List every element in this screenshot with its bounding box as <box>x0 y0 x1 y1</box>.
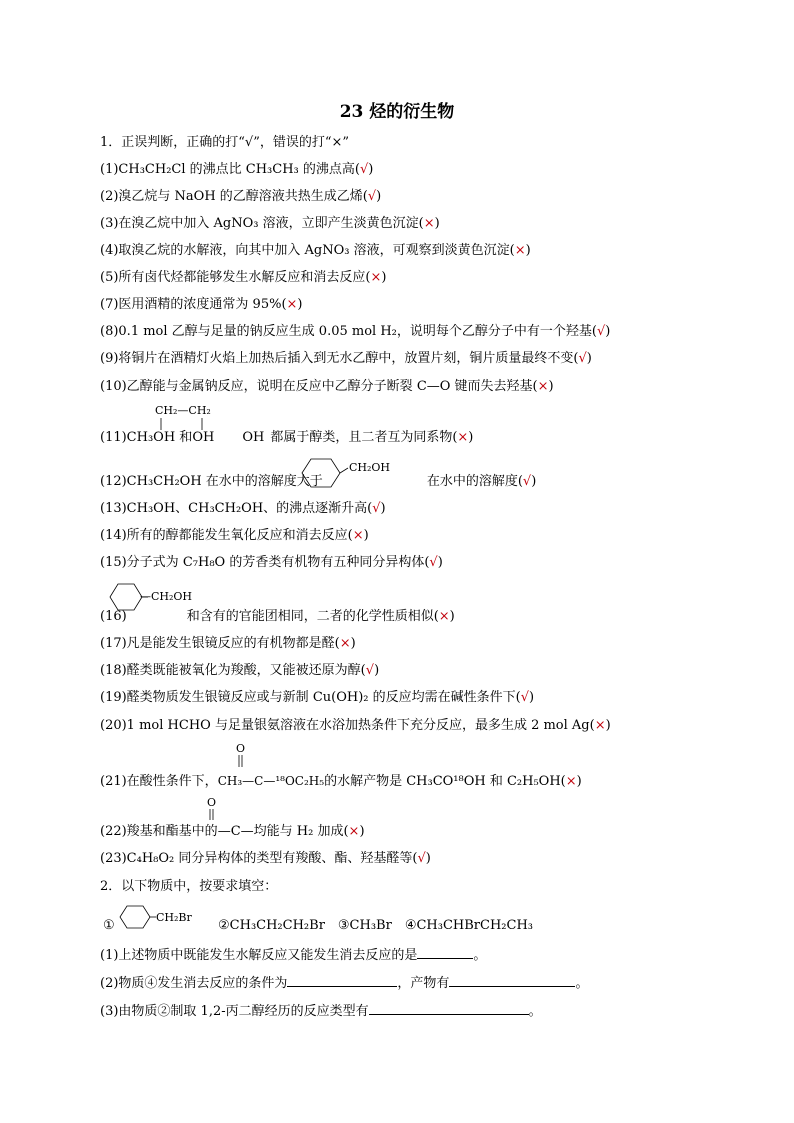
benzyl-bromide-structure <box>116 902 206 932</box>
item-close: ) <box>376 189 382 204</box>
item-text-2: 都属于醇类，且二者互为同系物( <box>270 430 458 445</box>
q1-item-1 <box>100 162 373 178</box>
q2-substances: ②CH₃CH₂CH₂Br ③CH₃Br ④CH₃CHBrCH₂CH₃ <box>218 918 534 933</box>
q1-item-18 <box>100 663 379 679</box>
item-text: (15)分子式为 C₇H₈O 的芳香类有机物有五种同分异构体( <box>100 555 430 570</box>
ester-formula: CH₃—C—¹⁸OC₂H₅ <box>217 774 325 788</box>
item-mid: ，产物有 <box>397 976 450 991</box>
item-text: (23)C₄H₈O₂ 同分异构体的类型有羧酸、酯、羟基醛等( <box>100 851 418 866</box>
item-text: (2)物质④发生消去反应的条件为 <box>100 976 288 991</box>
answer-mark: × <box>565 774 577 789</box>
item-text: (9)将铜片在酒精灯火焰上加热后插入到无水乙醇中，放置片刻，铜片质量最终不变( <box>100 351 579 366</box>
answer-mark: × <box>438 609 450 624</box>
q1-item-17 <box>100 636 356 652</box>
item-text-2: 在水中的溶解度( <box>426 474 523 489</box>
q1-item-4 <box>100 243 531 259</box>
question-2-heading: 2．以下物质中，按要求填空： <box>100 879 278 894</box>
item-end: 。 <box>473 948 487 963</box>
ester-carbonyl-o: O <box>236 742 246 755</box>
item-close: ) <box>363 528 369 543</box>
item-close: ) <box>425 851 431 866</box>
glycol-top-text: CH₂—CH₂ <box>155 404 211 417</box>
question-1-heading: 1．正误判断，正确的打“√”，错误的打“×” <box>100 135 350 150</box>
benzyl-oh-text: CH₂OH <box>349 461 391 474</box>
item-text: (11)CH₃OH 和 <box>100 430 193 445</box>
item-text-2: 均能与 H₂ 加成( <box>253 824 349 839</box>
answer-mark: √ <box>429 555 438 570</box>
q1-item-2 <box>100 189 381 205</box>
answer-blank-1[interactable] <box>287 974 397 987</box>
item-close: ) <box>468 430 474 445</box>
q1-item-21 <box>100 773 582 790</box>
item-close: ) <box>529 690 535 705</box>
q1-item-15 <box>100 555 443 571</box>
answer-mark: √ <box>372 501 381 516</box>
item-text: (14)所有的醇都能发生氧化反应和消去反应( <box>100 528 353 543</box>
q2-item-3 <box>100 1002 542 1020</box>
answer-mark: √ <box>417 851 426 866</box>
q1-item-16 <box>100 609 455 625</box>
q1-item-19 <box>100 690 534 706</box>
item-text: (21)在酸性条件下， <box>100 774 218 789</box>
page-title: 23 烃的衍生物 <box>339 102 455 122</box>
item-close: ) <box>359 824 365 839</box>
benzyl-oh-text: —CH₂OH <box>140 590 193 603</box>
item-text: (2)溴乙烷与 NaOH 的乙醇溶液共热生成乙烯( <box>100 189 368 204</box>
carbonyl-c: —C— <box>217 824 254 839</box>
benzene-ring <box>110 584 142 610</box>
answer-mark: × <box>348 824 360 839</box>
answer-mark: × <box>352 528 364 543</box>
answer-mark: √ <box>365 663 375 678</box>
q1-item-9 <box>100 351 592 367</box>
item-close: ) <box>605 718 611 733</box>
answer-blank-2[interactable] <box>449 974 575 987</box>
benzene-ring <box>120 906 150 928</box>
item-text: (3)由物质②制取 1,2-丙二醇经历的反应类型有 <box>100 1004 369 1019</box>
item-close: ) <box>350 636 356 651</box>
answer-mark: √ <box>578 351 587 366</box>
q1-item-23 <box>100 851 431 867</box>
item-text: (1)上述物质中既能发生水解反应又能发生消去反应的是 <box>100 948 418 963</box>
item-close: ) <box>381 270 387 285</box>
q1-item-8 <box>100 324 610 340</box>
answer-mark: × <box>514 243 526 258</box>
answer-mark: × <box>370 270 382 285</box>
item-close: ) <box>374 663 380 678</box>
answer-mark: × <box>423 216 435 231</box>
item-text: (5)所有卤代烃都能够发生水解反应和消去反应( <box>100 270 371 285</box>
item-close: ) <box>368 162 374 177</box>
benzyl-alcohol-structure-1 <box>294 456 404 490</box>
item-text: (4)取溴乙烷的水解液，向其中加入 AgNO₃ 溶液，可观察到淡黄色沉淀( <box>100 243 515 258</box>
item-text: (8)0.1 mol 乙醇与足量的钠反应生成 0.05 mol H₂，说明每个乙醇分子中有一个羟基( <box>100 324 597 339</box>
item-close: ) <box>586 351 592 366</box>
item-text-2: 的水解产物是 CH₃CO¹⁸OH 和 C₂H₅OH( <box>324 774 566 789</box>
item-text: (17)凡是能发生银镜反应的有机物都是醛( <box>100 636 340 651</box>
q1-item-10 <box>100 379 554 395</box>
item-close: ) <box>297 297 303 312</box>
item-text: (19)醛类物质发生银镜反应或与新制 Cu(OH)₂ 的反应均需在碱性条件下( <box>100 690 521 705</box>
answer-blank[interactable] <box>417 946 473 959</box>
item-text: (18)醛类既能被氧化为羧酸，又能被还原为醇( <box>100 663 366 678</box>
item-text: (13)CH₃OH、CH₃CH₂OH、的沸点逐渐升高( <box>100 501 373 516</box>
glycol-oh-2: OH <box>242 430 265 445</box>
q1-item-11 <box>100 430 473 446</box>
item-text: (16) <box>100 609 127 624</box>
item-text: (10)乙醇能与金属钠反应，说明在反应中乙醇分子断裂 C—O 键而失去羟基( <box>100 379 538 394</box>
item-close: ) <box>449 609 455 624</box>
item-text: (22)羧基和酯基中的 <box>100 824 218 839</box>
item-close: ) <box>434 216 440 231</box>
answer-mark: × <box>594 718 606 733</box>
bond <box>340 468 348 473</box>
answer-mark: √ <box>359 162 369 177</box>
q1-item-14 <box>100 528 369 544</box>
q2-item-2 <box>100 974 588 992</box>
q1-item-7 <box>100 297 303 313</box>
q1-item-22 <box>100 824 365 840</box>
benzene-ring <box>302 459 340 487</box>
item-close: ) <box>437 555 443 570</box>
q1-item-3 <box>100 216 440 232</box>
answer-mark: × <box>286 297 298 312</box>
q1-item-13 <box>100 501 386 517</box>
q2-item-1 <box>100 946 486 964</box>
answer-mark: × <box>339 636 351 651</box>
benzyl-br-text: CH₂Br <box>156 911 192 924</box>
item-text: (3)在溴乙烷中加入 AgNO₃ 溶液，立即产生淡黄色沉淀( <box>100 216 424 231</box>
q1-item-20 <box>100 718 611 734</box>
item-close: ) <box>531 474 537 489</box>
answer-mark: √ <box>522 474 532 489</box>
item-end: 。 <box>575 976 589 991</box>
item-text: (7)医用酒精的浓度通常为 95%( <box>100 297 287 312</box>
answer-mark: √ <box>367 189 377 204</box>
item-end: 。 <box>528 1004 542 1019</box>
carbonyl-o: O <box>207 796 217 809</box>
item-text: (1)CH₃CH₂Cl 的沸点比 CH₃CH₃ 的沸点高( <box>100 162 360 177</box>
q1-item-5 <box>100 270 386 286</box>
answer-blank[interactable] <box>369 1002 529 1015</box>
answer-mark: × <box>537 379 549 394</box>
item-close: ) <box>605 324 611 339</box>
item-close: ) <box>525 243 531 258</box>
item-close: ) <box>380 501 386 516</box>
answer-mark: × <box>457 430 469 445</box>
answer-mark: √ <box>596 324 606 339</box>
answer-mark: √ <box>520 690 529 705</box>
item-text: (20)1 mol HCHO 与足量银氨溶液在水浴加热条件下充分反应，最多生成 2 mol Ag( <box>100 718 595 733</box>
glycol-oh-1: OH <box>192 430 215 445</box>
item-text-2: 和含有的官能团相同，二者的化学性质相似( <box>186 609 439 624</box>
item-close: ) <box>576 774 582 789</box>
item-close: ) <box>548 379 554 394</box>
q2-substance-1-label: ① <box>103 918 115 933</box>
item-text: (12)CH₃CH₂OH 在水中的溶解度大于 <box>100 474 323 489</box>
